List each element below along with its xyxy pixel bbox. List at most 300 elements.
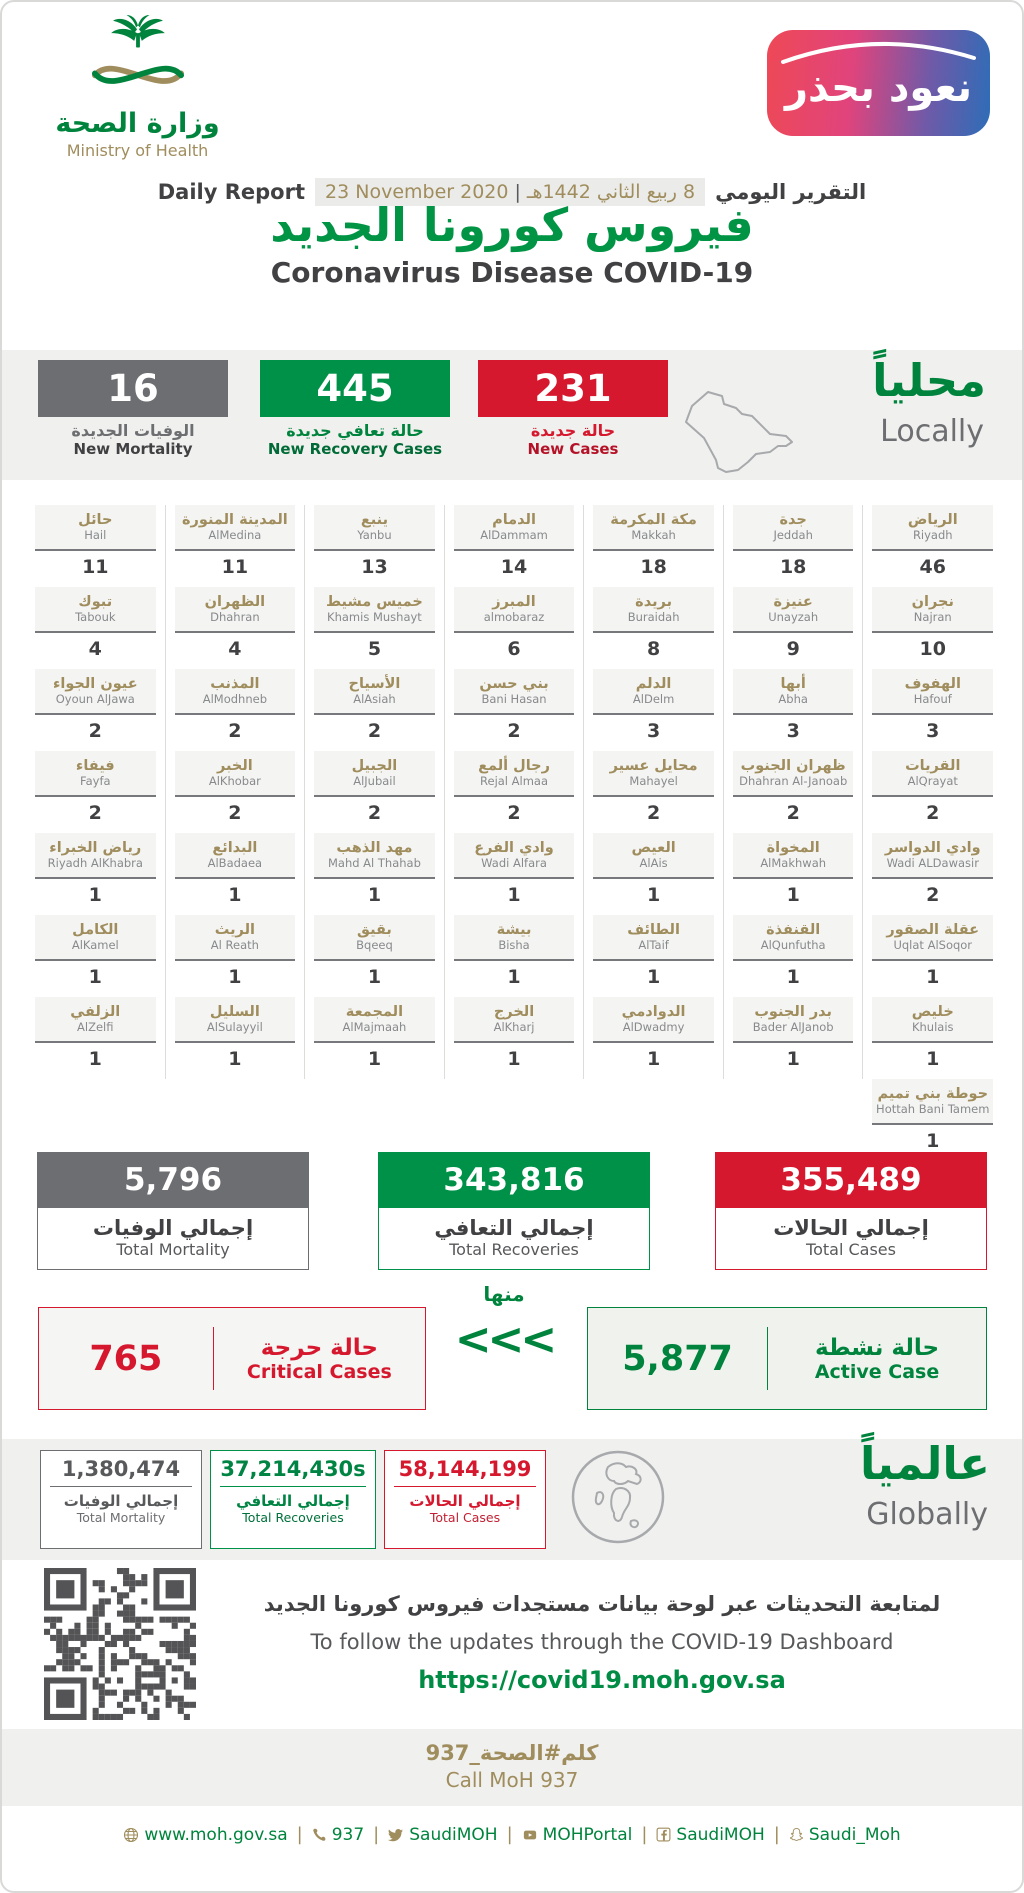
city-name-box [733, 833, 854, 879]
city-name-en: Fayfa [80, 774, 111, 788]
city-name-en: Bader AlJanob [752, 1020, 834, 1034]
dashboard-link[interactable]: https://covid19.moh.gov.sa [418, 1666, 786, 1694]
city-new-cases: 46 [919, 556, 946, 578]
new-mortality-label-ar: الوفيات الجديدة [71, 421, 195, 440]
city-new-cases: 1 [88, 966, 102, 988]
city-cell [872, 915, 993, 997]
global-cases-value: 58,144,199 [398, 1457, 532, 1481]
city-cell [35, 833, 156, 915]
city-name-ar: بني حسن [479, 676, 549, 692]
city-new-cases: 1 [507, 1048, 521, 1070]
city-name-box [872, 669, 993, 715]
footer-link-text: 937 [331, 1824, 365, 1845]
city-name-box [733, 669, 854, 715]
city-name-en: Bisha [498, 938, 530, 952]
city-name-ar: الهفوف [904, 676, 961, 692]
city-cell [35, 997, 156, 1079]
city-name-ar: حوطة بني تميم [877, 1086, 989, 1102]
city-new-cases: 14 [500, 556, 528, 578]
page-title-ar: فيروس كورونا الجديد [270, 198, 754, 252]
city-name-box [454, 751, 575, 797]
city-name-en: Khamis Mushayt [327, 610, 422, 624]
total-mortality-label-en: Total Mortality [116, 1240, 230, 1259]
footer-link-text: Saudi_Moh [808, 1824, 901, 1845]
globally-section [2, 1439, 1022, 1560]
global-mortality-value: 1,380,474 [61, 1457, 181, 1481]
active-cases-value: 5,877 [622, 1338, 733, 1379]
city-name-ar: السليل [209, 1004, 260, 1020]
city-cell [872, 833, 993, 915]
city-cell [593, 587, 714, 669]
total-recoveries-label-ar: إجمالي التعافي [434, 1216, 594, 1240]
city-name-ar: بدر الجنوب [754, 1004, 833, 1020]
city-name-box [454, 505, 575, 551]
city-new-cases: 1 [88, 1048, 102, 1070]
city-cell [872, 505, 993, 587]
city-name-ar: الرياض [907, 512, 958, 528]
city-cell [454, 833, 575, 915]
city-name-box [314, 587, 435, 633]
city-name-box [314, 669, 435, 715]
city-name-en: AlBadaea [207, 856, 263, 870]
city-name-box [872, 833, 993, 879]
call-moh-en: Call MoH 937 [445, 1768, 579, 1792]
footer-link-facebook-4[interactable] [656, 1825, 764, 1845]
city-cell [35, 915, 156, 997]
city-name-box [314, 833, 435, 879]
city-name-box [733, 587, 854, 633]
city-new-cases: 5 [367, 638, 382, 660]
city-cell [733, 505, 854, 587]
city-name-ar: القنفذة [766, 922, 821, 938]
footer-separator: | [506, 1824, 513, 1845]
city-name-box [593, 751, 714, 797]
city-name-box [454, 915, 575, 961]
city-cell [593, 833, 714, 915]
footer-link-text: www.moh.gov.sa [144, 1824, 288, 1845]
city-cell [733, 833, 854, 915]
city-name-ar: المدينة المنورة [181, 512, 288, 528]
global-cases-label-ar: إجمالي الحالات [409, 1492, 521, 1510]
city-name-box [454, 833, 575, 879]
city-name-en: AlZelfi [77, 1020, 114, 1034]
globe-earth-icon [568, 1447, 668, 1551]
date-separator: | [514, 181, 521, 203]
total-mortality-value: 5,796 [37, 1152, 309, 1208]
footer-separator: | [296, 1824, 303, 1845]
city-name-box [175, 505, 296, 551]
city-new-cases: 11 [221, 556, 249, 578]
city-name-en: Yanbu [357, 528, 392, 542]
total-cases-label-en: Total Cases [806, 1240, 896, 1259]
city-cell [175, 669, 296, 751]
city-name-en: Hail [84, 528, 107, 542]
global-cases-box [384, 1450, 546, 1549]
city-new-cases: 1 [507, 884, 521, 906]
city-name-box [733, 915, 854, 961]
global-recoveries-value: 37,214,430s [220, 1457, 366, 1481]
city-name-en: almobaraz [483, 610, 545, 624]
new-cases-label-en: New Cases [527, 440, 619, 458]
total-mortality-box [37, 1152, 309, 1270]
locally-title-ar: محلياً [872, 354, 986, 407]
city-new-cases: 4 [88, 638, 102, 660]
footer-link-snapchat-5[interactable] [789, 1825, 901, 1845]
city-name-box [314, 915, 435, 961]
city-name-ar: خليص [911, 1004, 954, 1020]
city-cell [733, 669, 854, 751]
city-new-cases: 1 [646, 884, 661, 906]
footer-separator: | [641, 1824, 648, 1845]
twitter-icon [388, 1827, 404, 1843]
city-name-box [872, 751, 993, 797]
call-moh-ar: كلم#الصحة_937 [425, 1741, 599, 1765]
new-cases-label-ar: حالة جديدة [530, 421, 616, 440]
chevrons-icon: <<< [454, 1314, 554, 1365]
new-cases-stat [478, 360, 668, 458]
city-cell [872, 669, 993, 751]
city-name-ar: بريدة [635, 594, 673, 610]
new-recovery-value: 445 [260, 360, 450, 417]
divider [394, 1486, 536, 1487]
city-new-cases: 1 [786, 966, 800, 988]
city-name-box [175, 751, 296, 797]
city-name-ar: الدلم [635, 676, 672, 692]
city-cell [593, 915, 714, 997]
city-new-cases: 1 [228, 884, 242, 906]
locally-title-en: Locally [880, 414, 984, 449]
city-cell [872, 1079, 993, 1161]
total-cases-value: 355,489 [715, 1152, 987, 1208]
city-cell [314, 751, 435, 833]
city-new-cases: 2 [646, 802, 661, 824]
critical-cases-box [38, 1307, 426, 1410]
call-moh-bar [2, 1729, 1022, 1806]
city-name-en: Wadi Alfara [481, 856, 547, 870]
city-name-ar: بقيق [357, 922, 392, 938]
city-name-en: Riyadh [912, 528, 953, 542]
total-cases-label-ar: إجمالي الحالات [773, 1216, 929, 1240]
city-new-cases: 2 [507, 802, 521, 824]
city-name-en: Rejal Almaa [480, 774, 549, 788]
city-cell [35, 587, 156, 669]
city-new-cases: 2 [367, 720, 382, 742]
city-cell [733, 587, 854, 669]
city-name-box [733, 751, 854, 797]
city-name-ar: الدمام [492, 512, 536, 528]
city-name-en: Abha [778, 692, 808, 706]
city-name-en: Riyadh AlKhabra [47, 856, 143, 870]
city-name-ar: فيفاء [75, 758, 115, 774]
city-new-cases: 2 [926, 884, 940, 906]
city-cell [454, 505, 575, 587]
dashboard-note-en: To follow the updates through the COVID-19 Dashboard [310, 1630, 894, 1654]
return-with-caution-badge [767, 30, 990, 136]
city-cell [872, 587, 993, 669]
footer-link-twitter-2[interactable] [388, 1825, 497, 1845]
city-new-cases: 1 [367, 1048, 382, 1070]
city-name-en: AlKamel [71, 938, 119, 952]
city-name-box [593, 587, 714, 633]
city-name-en: Makkah [631, 528, 676, 542]
city-column [584, 505, 724, 1079]
global-mortality-label-en: Total Mortality [76, 1510, 166, 1525]
new-cases-value: 231 [478, 360, 668, 417]
city-name-en: AlJubail [353, 774, 396, 788]
city-name-ar: أبها [780, 676, 806, 692]
city-cell [314, 587, 435, 669]
city-new-cases: 2 [926, 802, 940, 824]
date-hijri: 8 ربيع الثاني 1442هـ [526, 181, 696, 203]
total-recoveries-box [378, 1152, 650, 1270]
divider [220, 1486, 366, 1487]
city-name-en: Hafouf [913, 692, 952, 706]
city-name-box [175, 587, 296, 633]
city-name-en: Mahd Al Thahab [327, 856, 421, 870]
city-name-box [593, 915, 714, 961]
city-name-ar: الأسياح [348, 676, 401, 692]
footer-link-phone-1[interactable] [312, 1825, 364, 1845]
city-new-cases: 1 [367, 884, 382, 906]
city-name-box [35, 587, 156, 633]
global-recoveries-label-en: Total Recoveries [242, 1510, 344, 1525]
city-name-en: Bani Hasan [481, 692, 547, 706]
city-cell [314, 669, 435, 751]
city-name-en: AlAsiah [353, 692, 396, 706]
dashboard-note-ar: لمتابعة التحديثات عبر لوحة بيانات مستجدات فيروس كورونا الجديد [263, 1592, 941, 1616]
city-new-cases: 2 [367, 802, 382, 824]
city-name-box [454, 997, 575, 1043]
city-name-box [175, 997, 296, 1043]
city-cell [175, 997, 296, 1079]
city-name-ar: الظهران [204, 594, 266, 610]
city-new-cases: 1 [786, 1048, 800, 1070]
footer-separator: | [773, 1824, 780, 1845]
global-recoveries-label-ar: إجمالي التعافي [236, 1492, 350, 1510]
city-new-cases: 2 [507, 720, 521, 742]
city-new-cases: 3 [646, 720, 661, 742]
globally-title-en: Globally [866, 1497, 988, 1532]
city-name-en: AlTaif [638, 938, 669, 952]
city-name-box [872, 1079, 993, 1125]
city-cell [175, 505, 296, 587]
city-name-ar: رجال ألمع [478, 758, 550, 774]
city-column [863, 505, 1002, 1161]
critical-cases-label-ar: حالة حرجة [260, 1334, 378, 1361]
city-new-cases: 1 [786, 884, 800, 906]
city-name-en: Oyoun AlJawa [55, 692, 135, 706]
city-cell [175, 751, 296, 833]
city-name-en: AlDammam [480, 528, 548, 542]
new-recovery-label-en: New Recovery Cases [267, 440, 443, 458]
critical-cases-value: 765 [89, 1338, 163, 1379]
city-name-box [593, 669, 714, 715]
city-column [26, 505, 166, 1079]
city-cell [593, 669, 714, 751]
city-name-box [872, 997, 993, 1043]
city-cell [35, 751, 156, 833]
city-new-cases: 3 [926, 720, 940, 742]
city-name-en: Khulais [911, 1020, 954, 1034]
footer-separator: | [373, 1824, 380, 1845]
city-new-cases: 1 [507, 966, 521, 988]
city-name-en: AlModhneb [202, 692, 267, 706]
city-name-ar: محايل عسير [609, 758, 698, 774]
city-new-cases: 1 [926, 966, 940, 988]
city-name-ar: المذنب [210, 676, 260, 692]
footer-link-youtube-3[interactable] [522, 1825, 633, 1845]
city-new-cases: 1 [228, 966, 242, 988]
city-name-en: Jeddah [773, 528, 813, 542]
city-name-en: AlQunfutha [760, 938, 826, 952]
city-name-en: Uqlat AlSoqor [893, 938, 973, 952]
city-name-en: AlMakhwah [760, 856, 827, 870]
city-name-box [593, 997, 714, 1043]
city-name-en: AlQrayat [907, 774, 958, 788]
new-mortality-value: 16 [38, 360, 228, 417]
city-cell [35, 669, 156, 751]
city-cell [593, 997, 714, 1079]
city-name-ar: الريث [214, 922, 255, 938]
city-new-cases: 18 [640, 556, 667, 578]
city-new-cases: 1 [367, 966, 382, 988]
city-new-cases: 11 [82, 556, 109, 578]
city-name-en: AlMajmaah [342, 1020, 407, 1034]
city-name-box [454, 669, 575, 715]
city-name-en: AlDwadmy [622, 1020, 685, 1034]
city-name-box [454, 587, 575, 633]
city-new-cases: 2 [88, 720, 102, 742]
facebook-icon [656, 1827, 671, 1842]
city-name-en: AlMedina [208, 528, 262, 542]
city-name-box [314, 751, 435, 797]
city-name-box [733, 505, 854, 551]
city-name-box [35, 833, 156, 879]
city-new-cases: 1 [646, 1048, 661, 1070]
city-name-ar: جدة [779, 512, 807, 528]
city-name-ar: ظهران الجنوب [740, 758, 846, 774]
city-cell [733, 997, 854, 1079]
total-mortality-label-ar: إجمالي الوفيات [92, 1216, 254, 1240]
city-name-ar: الدوادمي [621, 1004, 686, 1020]
city-cell [175, 587, 296, 669]
global-mortality-label-ar: إجمالي الوفيات [63, 1492, 179, 1510]
city-name-box [314, 505, 435, 551]
moh-logo [30, 14, 245, 160]
city-name-box [593, 833, 714, 879]
city-name-box [733, 997, 854, 1043]
footer-link-text: MOHPortal [542, 1824, 633, 1845]
city-new-cases: 4 [228, 638, 242, 660]
city-name-box [35, 915, 156, 961]
city-name-ar: الخبر [216, 758, 253, 774]
city-name-ar: المبرز [492, 594, 536, 610]
page-title-en: Coronavirus Disease COVID-19 [270, 256, 754, 289]
city-name-en: Wadi ALDawasir [886, 856, 979, 870]
footer-link-globe-0[interactable] [123, 1825, 287, 1845]
city-cell [454, 751, 575, 833]
city-name-en: AlKharj [493, 1020, 535, 1034]
city-name-en: Najran [913, 610, 952, 624]
city-name-ar: وادي الدواسر [884, 840, 981, 856]
city-name-box [35, 997, 156, 1043]
city-cell [314, 997, 435, 1079]
city-cell [872, 751, 993, 833]
new-recovery-stat [260, 360, 450, 458]
divider [50, 1486, 192, 1487]
phone-icon [312, 1827, 327, 1842]
city-name-en: Bqeeq [356, 938, 393, 952]
city-new-cases: 1 [646, 966, 661, 988]
city-name-ar: المجمعة [345, 1004, 404, 1020]
city-new-cases: 1 [88, 884, 102, 906]
new-recovery-label-ar: حالة تعافي جديدة [286, 421, 424, 440]
globe-icon [123, 1827, 139, 1843]
city-cell [314, 505, 435, 587]
total-recoveries-value: 343,816 [378, 1152, 650, 1208]
city-new-cases: 2 [228, 802, 242, 824]
city-cell [872, 997, 993, 1079]
globally-title-ar: عالمياً [860, 1437, 990, 1490]
city-name-ar: حائل [78, 512, 113, 528]
city-name-en: Hottah Bani Tamem [876, 1102, 990, 1116]
city-name-en: Dhahran Al-Janoab [739, 774, 848, 788]
snapchat-icon [789, 1827, 804, 1842]
city-name-en: Tabouk [75, 610, 116, 624]
city-name-ar: تبوك [78, 594, 113, 610]
city-name-ar: الكامل [72, 922, 119, 938]
total-recoveries-label-en: Total Recoveries [449, 1240, 579, 1259]
footer-link-text: SaudiMOH [409, 1824, 498, 1845]
city-column [445, 505, 585, 1079]
qr-code [44, 1568, 196, 1720]
city-name-box [35, 751, 156, 797]
city-name-ar: البدائع [212, 840, 258, 856]
city-name-ar: وادي الفرع [474, 840, 554, 856]
active-cases-label-en: Active Case [814, 1360, 940, 1383]
city-name-ar: عيون الجواء [52, 676, 138, 692]
city-column [305, 505, 445, 1079]
city-new-cases: 1 [228, 1048, 242, 1070]
badge-swoosh [775, 36, 982, 66]
city-new-cases: 6 [507, 638, 521, 660]
city-cell [593, 751, 714, 833]
city-new-cases: 2 [786, 802, 800, 824]
total-cases-box [715, 1152, 987, 1270]
city-name-box [175, 669, 296, 715]
ministry-name-ar: وزارة الصحة [55, 108, 220, 139]
global-mortality-box [40, 1450, 202, 1549]
city-name-ar: رياض الخبراء [49, 840, 142, 856]
city-cell [733, 751, 854, 833]
city-name-en: AlAis [639, 856, 668, 870]
youtube-icon [522, 1828, 538, 1842]
city-cell [175, 833, 296, 915]
city-name-ar: عقلة الصقور [886, 922, 980, 938]
city-name-en: Dhahran [210, 610, 260, 624]
of-which-label: منها [483, 1282, 525, 1306]
active-cases-label-ar: حالة نشطة [814, 1334, 940, 1361]
city-name-en: AlKhobar [208, 774, 261, 788]
city-name-box [872, 587, 993, 633]
city-name-ar: الجبيل [351, 758, 398, 774]
city-name-en: Al Reath [210, 938, 259, 952]
city-column [166, 505, 306, 1079]
city-name-box [872, 915, 993, 961]
city-new-cases: 1 [926, 1048, 940, 1070]
city-name-ar: بيشة [496, 922, 532, 938]
city-name-box [35, 505, 156, 551]
